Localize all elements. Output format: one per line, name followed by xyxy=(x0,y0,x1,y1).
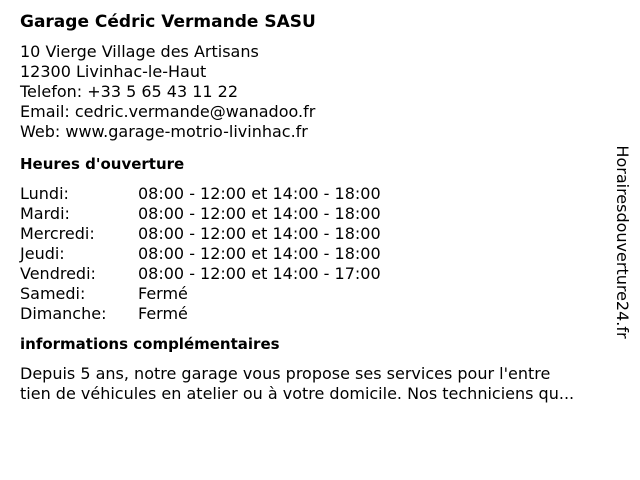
day-hours: Fermé xyxy=(138,304,188,323)
opening-hours-heading: Heures d'ouverture xyxy=(20,155,185,173)
web-line: Web: www.garage-motrio-livinhac.fr xyxy=(20,122,308,141)
day-label: Vendredi: xyxy=(20,264,96,283)
day-label: Lundi: xyxy=(20,184,69,203)
day-label: Samedi: xyxy=(20,284,86,303)
description-line: tien de véhicules en atelier ou à votre domicile. Nos techniciens qu... xyxy=(20,384,575,403)
contact-block xyxy=(20,42,620,142)
hours-row-lundi xyxy=(20,184,620,204)
business-name: Garage Cédric Vermande SASU xyxy=(20,12,316,32)
hours-row-dimanche xyxy=(20,304,620,324)
address-street: 10 Vierge Village des Artisans xyxy=(20,42,259,61)
description-line: Depuis 5 ans, notre garage vous propose ses services pour l'entre xyxy=(20,364,551,383)
day-label: Mardi: xyxy=(20,204,70,223)
hours-row-mardi xyxy=(20,204,620,224)
business-card xyxy=(20,10,620,404)
email-line: Email: cedric.vermande@wanadoo.fr xyxy=(20,102,316,121)
hours-row-jeudi xyxy=(20,244,620,264)
day-hours: 08:00 - 12:00 et 14:00 - 18:00 xyxy=(138,204,381,223)
business-description xyxy=(20,364,620,404)
day-label: Mercredi: xyxy=(20,224,95,243)
hours-row-samedi xyxy=(20,284,620,304)
opening-hours-table xyxy=(20,184,620,324)
address-city: 12300 Livinhac-le-Haut xyxy=(20,62,207,81)
day-hours: 08:00 - 12:00 et 14:00 - 18:00 xyxy=(138,224,381,243)
phone-line: Telefon: +33 5 65 43 11 22 xyxy=(20,82,239,101)
day-hours: 08:00 - 12:00 et 14:00 - 17:00 xyxy=(138,264,381,283)
day-hours: Fermé xyxy=(138,284,188,303)
additional-info-heading: informations complémentaires xyxy=(20,335,280,353)
hours-row-vendredi xyxy=(20,264,620,284)
hours-row-mercredi xyxy=(20,224,620,244)
day-hours: 08:00 - 12:00 et 14:00 - 18:00 xyxy=(138,184,381,203)
day-hours: 08:00 - 12:00 et 14:00 - 18:00 xyxy=(138,244,381,263)
day-label: Dimanche: xyxy=(20,304,107,323)
site-watermark: Horairesdouverture24.fr xyxy=(613,145,632,339)
day-label: Jeudi: xyxy=(20,244,65,263)
